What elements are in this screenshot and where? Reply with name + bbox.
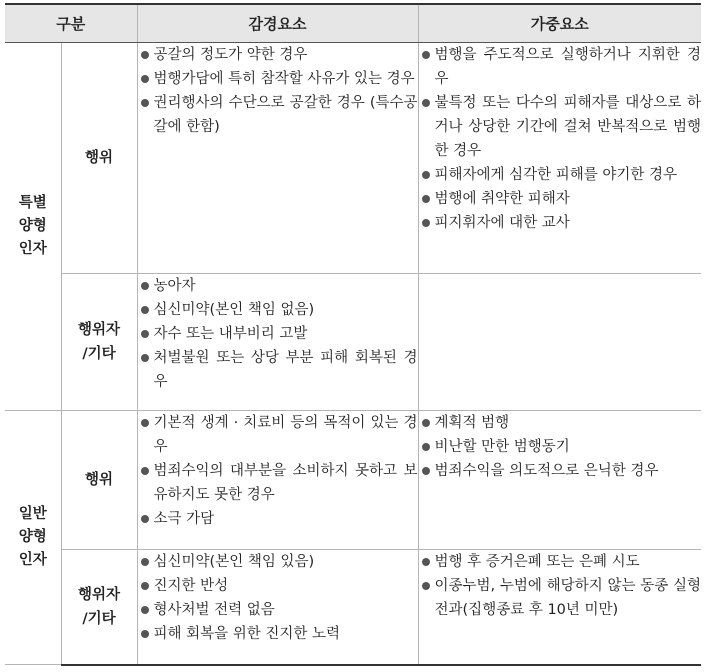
general-factors-label [5,411,61,665]
mitigating-list [138,550,418,646]
special-label-line: 양형 [18,218,47,234]
list-item: 피해자에게 심각한 피해를 야기한 경우 [419,163,702,187]
list-item: 범행을 주도적으로 실행하거나 지휘한 경우 [419,43,702,91]
list-item: 형사처벌 전력 없음 [138,598,418,622]
general-act-label: 행위 [61,411,137,550]
special-actor-aggravating-cell [418,274,701,411]
special-act-aggravating-cell [418,43,701,274]
general-actor-aggravating-cell [418,550,701,665]
general-label-line: 양형 [18,529,47,545]
list-item: 권리행사의 수단으로 공갈한 경우 (특수공갈에 한함) [138,91,418,139]
special-actor-row [5,274,701,411]
list-item: 비난할 만한 범행동기 [419,435,702,459]
list-item: 범죄수익을 의도적으로 은닉한 경우 [419,459,702,483]
list-item: 공갈의 정도가 약한 경우 [138,43,418,67]
special-label-line: 인자 [18,241,47,257]
list-item: 기본적 생계 · 치료비 등의 목적이 있는 경우 [138,411,418,459]
list-item: 처벌불원 또는 상당 부분 피해 회복된 경우 [138,346,418,394]
special-label-line: 특별 [18,195,47,211]
list-item: 범행가담에 특히 참작할 사유가 있는 경우 [138,67,418,91]
actor-label-line: /기타 [82,610,116,627]
mitigating-list [138,411,418,531]
special-actor-mitigating-cell [137,274,418,411]
actor-label-line: 행위자 [77,586,121,603]
list-item: 피지휘자에 대한 교사 [419,211,702,235]
general-actor-row [5,550,701,665]
general-act-mitigating-cell [137,411,418,550]
list-item: 이종누범, 누범에 해당하지 않는 동종 실형전과(집행종료 후 10년 미만) [419,574,702,622]
header-row [5,4,701,43]
list-item: 계획적 범행 [419,411,702,435]
list-item: 불특정 또는 다수의 피해자를 대상으로 하거나 상당한 기간에 걸쳐 반복적으로 범행한 경우 [419,91,702,163]
list-item: 자수 또는 내부비리 고발 [138,322,418,346]
sentencing-factors-table [5,3,701,666]
aggravating-list [419,43,702,235]
header-category: 구분 [5,4,137,43]
special-act-row [5,43,701,274]
list-item: 소극 가담 [138,507,418,531]
actor-label-line: /기타 [82,346,116,362]
general-actor-label [61,550,137,665]
header-aggravating: 가중요소 [418,4,701,43]
list-item: 심신미약(본인 책임 없음) [138,298,418,322]
general-label-line: 일반 [18,506,47,522]
special-factors-label [5,43,61,411]
mitigating-list [138,274,418,394]
list-item: 범죄수익의 대부분을 소비하지 못하고 보유하지도 못한 경우 [138,459,418,507]
list-item: 진지한 반성 [138,574,418,598]
list-item: 농아자 [138,274,418,298]
list-item: 범행에 취약한 피해자 [419,187,702,211]
special-act-label: 행위 [61,43,137,274]
mitigating-list [138,43,418,139]
special-actor-label [61,274,137,411]
general-act-aggravating-cell [418,411,701,550]
general-label-line: 인자 [18,552,47,568]
list-item: 심신미약(본인 책임 있음) [138,550,418,574]
list-item: 범행 후 증거은폐 또는 은폐 시도 [419,550,702,574]
aggravating-list [419,411,702,483]
aggravating-list [419,550,702,622]
general-actor-mitigating-cell [137,550,418,665]
general-act-row [5,411,701,550]
header-mitigating: 감경요소 [137,4,418,43]
special-act-mitigating-cell [137,43,418,274]
actor-label-line: 행위자 [77,322,121,338]
list-item: 피해 회복을 위한 진지한 노력 [138,622,418,646]
